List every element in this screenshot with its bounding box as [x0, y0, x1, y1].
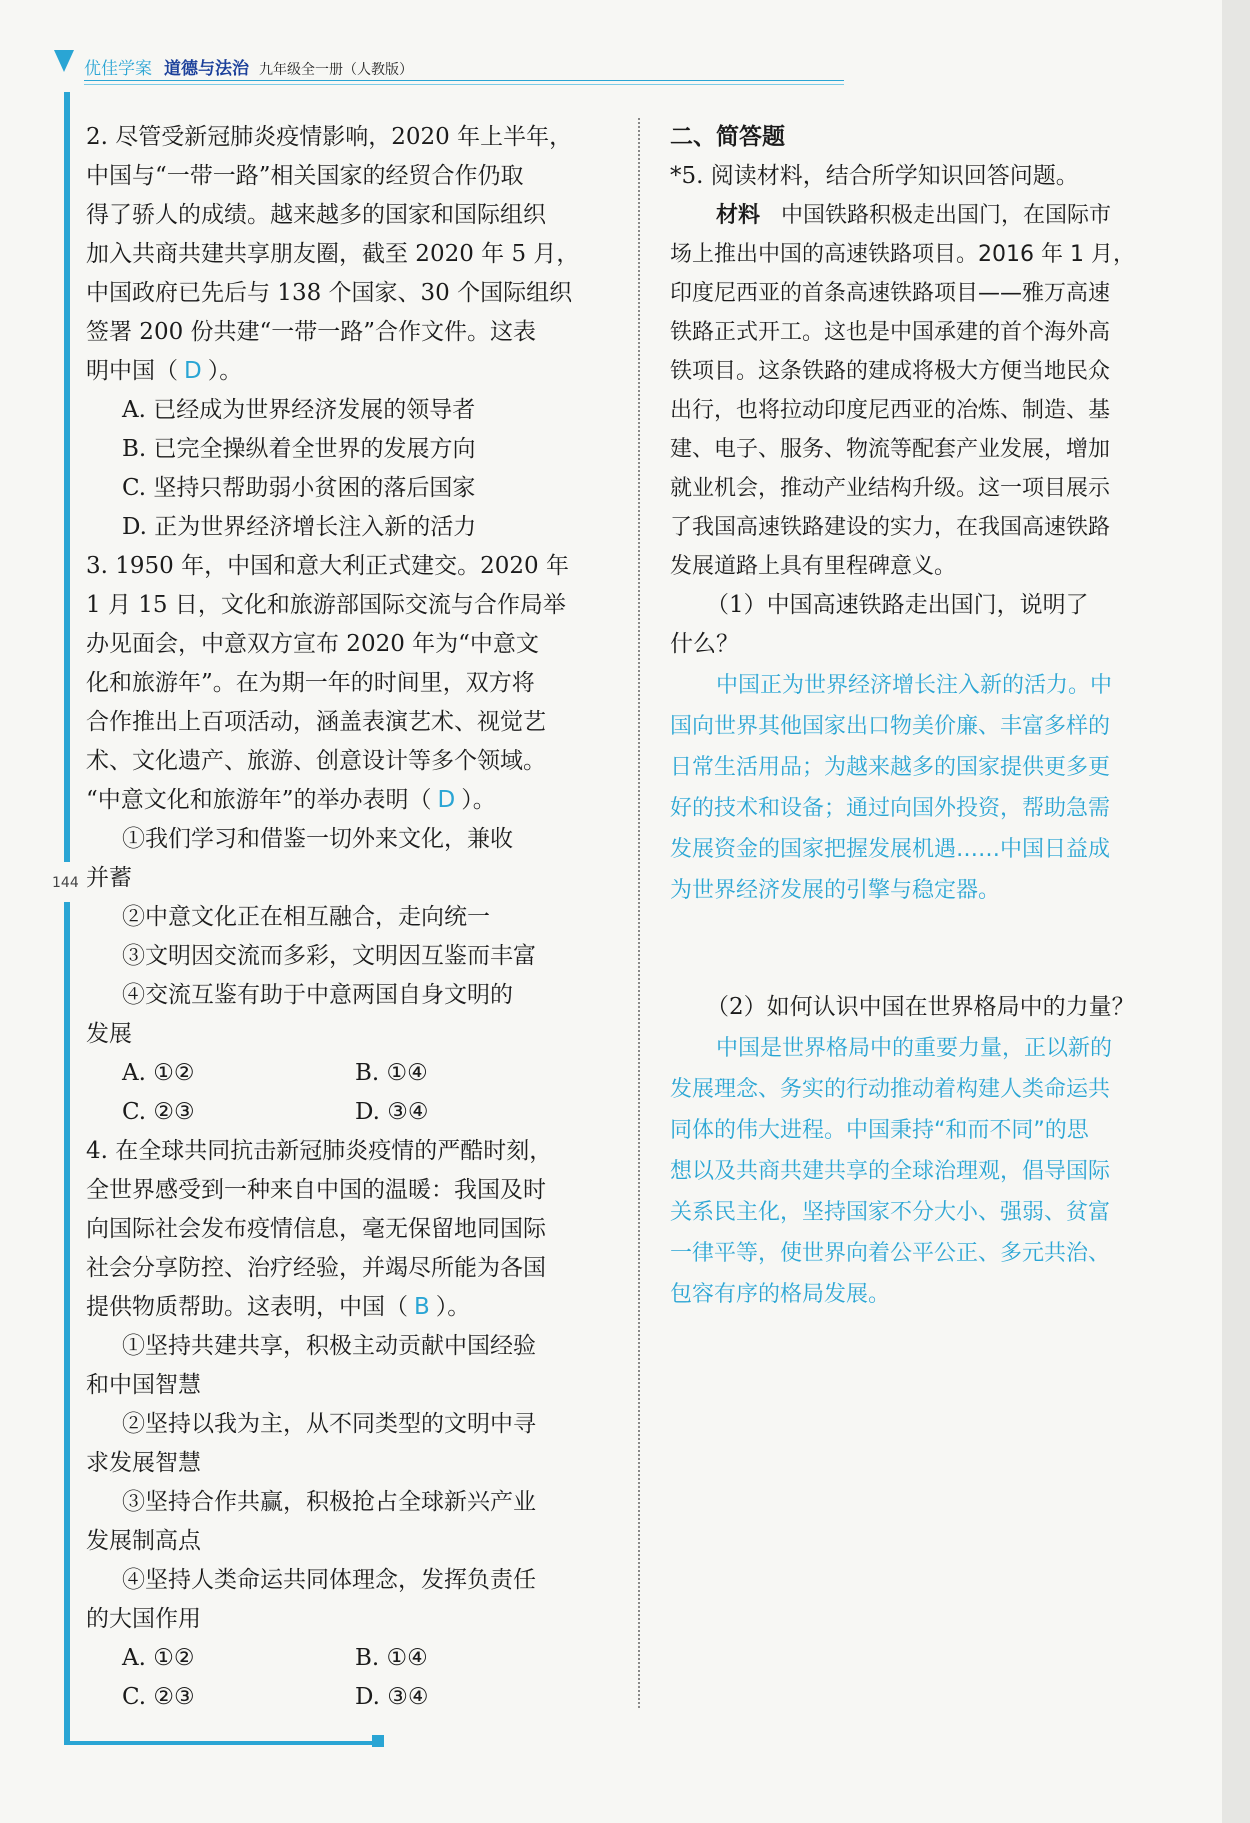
- q3-item-4: ④交流互鉴有助于中意两国自身文明的: [122, 982, 513, 1008]
- material-line: 了我国高速铁路建设的实力，在我国高速铁路: [670, 515, 1111, 540]
- q2-stem-end: [86, 352, 616, 391]
- q3-item-3: ③文明因交流而多彩，文明因互鉴而丰富: [122, 943, 536, 969]
- q3-options-row-2: [86, 1093, 616, 1132]
- left-margin-bar-bottom: [64, 902, 70, 1742]
- material-line: [670, 196, 1200, 235]
- answer-1-line: 中国正为世界经济增长注入新的活力。中: [716, 673, 1113, 698]
- q4-stem-line: 全世界感受到一种来自中国的温暖：我国及时: [86, 1177, 546, 1203]
- q4-options-row-2: [86, 1678, 616, 1717]
- q3-option-b: B. ①④: [355, 1060, 428, 1086]
- column-divider: [638, 118, 640, 1708]
- q2-stem-line: 中国政府已先后与 138 个国家、30 个国际组织: [86, 280, 573, 306]
- q4-item-1-cont: 和中国智慧: [86, 1372, 201, 1398]
- sub-question-1-cont: 什么？: [670, 631, 739, 657]
- answer-1-line: 日常生活用品；为越来越多的国家提供更多更: [670, 755, 1111, 780]
- q2-stem-prefix: 明中国（: [86, 358, 178, 384]
- answer-1-line: 好的技术和设备；通过向国外投资，帮助急需: [670, 796, 1111, 821]
- q5-stem: *5. 阅读材料，结合所学知识回答问题。: [670, 163, 1079, 189]
- answer-1: [670, 666, 1200, 910]
- material-line: 出行，也将拉动印度尼西亚的冶炼、制造、基: [670, 398, 1111, 423]
- answer-2-line: 包容有序的格局发展。: [670, 1282, 891, 1307]
- q3-item-1-cont: 并蓄: [86, 865, 132, 891]
- q2-answer: D: [184, 358, 202, 384]
- q4-stem-end: [86, 1288, 616, 1327]
- answer-2-line: 一律平等，使世界向着公平公正、多元共治、: [670, 1241, 1111, 1266]
- bottom-square-icon: [372, 1735, 384, 1747]
- page-header: [62, 50, 842, 86]
- material-line: 印度尼西亚的首条高速铁路项目——雅万高速: [670, 281, 1111, 306]
- q4-option-a: A. ①②: [122, 1645, 195, 1671]
- q4-option-b: B. ①④: [355, 1645, 428, 1671]
- material-line: 就业机会，推动产业结构升级。这一项目展示: [670, 476, 1111, 501]
- q4-stem-line: 社会分享防控、治疗经验，并竭尽所能为各国: [86, 1255, 546, 1281]
- answer-1-line: 为世界经济发展的引擎与稳定器。: [670, 878, 1001, 903]
- answer-2: [670, 1029, 1200, 1314]
- q3-stem-end: [86, 781, 616, 820]
- q3-stem-line: 术、文化遗产、旅游、创意设计等多个领域。: [86, 748, 546, 774]
- material-line: 铁项目。这条铁路的建成将极大方便当地民众: [670, 359, 1111, 384]
- q3-option-c: C. ②③: [122, 1099, 195, 1125]
- q4-options-row-1: [86, 1639, 616, 1678]
- q2-option-d: D. 正为世界经济增长注入新的活力: [122, 514, 477, 540]
- header-rule: [84, 80, 844, 81]
- sub-question-1: （1）中国高速铁路走出国门，说明了: [706, 592, 1089, 618]
- question-4: [86, 1132, 616, 1717]
- header-subject: 道德与法治: [164, 59, 249, 79]
- q4-stem-line: 向国际社会发布疫情信息，毫无保留地同国际: [86, 1216, 546, 1242]
- q3-stem-prefix: “中意文化和旅游年”的举办表明（: [86, 787, 432, 813]
- material-label: 材料: [716, 203, 761, 228]
- section-title: 二、简答题: [670, 124, 785, 150]
- q4-stem-suffix: ）。: [435, 1294, 471, 1320]
- left-column: [86, 118, 616, 1717]
- q4-item-4-cont: 的大国作用: [86, 1606, 201, 1632]
- sub-question-2: （2）如何认识中国在世界格局中的力量？: [706, 994, 1135, 1020]
- q4-item-4: ④坚持人类命运共同体理念，发挥负责任: [122, 1567, 536, 1593]
- q2-option-b: B. 已完全操纵着全世界的发展方向: [122, 436, 476, 462]
- header-title: [84, 54, 413, 79]
- answer-2-line: 中国是世界格局中的重要力量，正以新的: [716, 1036, 1113, 1061]
- material-text: 中国铁路积极走出国门，在国际市: [781, 203, 1112, 228]
- answer-1-line: 国向世界其他国家出口物美价廉、丰富多样的: [670, 714, 1111, 739]
- answer-2-line: 想以及共商共建共享的全球治理观，倡导国际: [670, 1159, 1111, 1184]
- question-2: [86, 118, 616, 547]
- material-line: 发展道路上具有里程碑意义。: [670, 554, 957, 579]
- q2-option-a: A. 已经成为世界经济发展的领导者: [122, 397, 476, 423]
- material-line: 铁路正式开工。这也是中国承建的首个海外高: [670, 320, 1111, 345]
- q4-stem-prefix: 提供物质帮助。这表明，中国（: [86, 1294, 408, 1320]
- q3-item-1: ①我们学习和借鉴一切外来文化，兼收: [122, 826, 513, 852]
- header-triangle-icon: [54, 50, 74, 72]
- answer-2-line: 关系民主化，坚持国家不分大小、强弱、贫富: [670, 1200, 1111, 1225]
- page-number: 144: [52, 875, 79, 891]
- q4-option-d: D. ③④: [355, 1684, 429, 1710]
- q3-options-row-1: [86, 1054, 616, 1093]
- material-line: 建、电子、服务、物流等配套产业发展，增加: [670, 437, 1111, 462]
- answer-1-line: 发展资金的国家把握发展机遇……中国日益成: [670, 837, 1111, 862]
- q3-stem-line: 办见面会，中意双方宣布 2020 年为“中意文: [86, 631, 539, 657]
- q4-option-c: C. ②③: [122, 1684, 195, 1710]
- q4-item-2-cont: 求发展智慧: [86, 1450, 201, 1476]
- left-margin-bar-top: [64, 92, 70, 862]
- page-edge: [1222, 0, 1250, 1823]
- q4-item-3: ③坚持合作共赢，积极抢占全球新兴产业: [122, 1489, 536, 1515]
- q2-stem-line: 中国与“一带一路”相关国家的经贸合作仍取: [86, 163, 524, 189]
- q3-option-a: A. ①②: [122, 1060, 195, 1086]
- material-line: 场上推出中国的高速铁路项目。2016 年 1 月，: [670, 242, 1135, 267]
- q3-item-4-cont: 发展: [86, 1021, 132, 1047]
- q3-stem-line: 1 月 15 日，文化和旅游部国际交流与合作局举: [86, 592, 566, 618]
- answer-2-line: 同体的伟大进程。中国秉持“和而不同”的思: [670, 1118, 1089, 1143]
- q4-item-3-cont: 发展制高点: [86, 1528, 201, 1554]
- header-rule-thin: [84, 84, 844, 85]
- q2-stem-line: 签署 200 份共建“一带一路”合作文件。这表: [86, 319, 537, 345]
- q3-stem-line: 合作推出上百项活动，涵盖表演艺术、视觉艺: [86, 709, 546, 735]
- q2-stem-line: 2. 尽管受新冠肺炎疫情影响，2020 年上半年，: [86, 124, 573, 150]
- q3-stem-line: 化和旅游年”。在为期一年的时间里，双方将: [86, 670, 535, 696]
- question-3: [86, 547, 616, 1132]
- q3-item-2: ②中意文化正在相互融合，走向统一: [122, 904, 490, 930]
- answer-2-line: 发展理念、务实的行动推动着构建人类命运共: [670, 1077, 1111, 1102]
- right-column: [670, 118, 1200, 1314]
- q3-answer: D: [437, 787, 456, 813]
- q2-option-c: C. 坚持只帮助弱小贫困的落后国家: [122, 475, 476, 501]
- q3-option-d: D. ③④: [355, 1099, 429, 1125]
- q4-stem-line: 4. 在全球共同抗击新冠肺炎疫情的严酷时刻，: [86, 1138, 553, 1164]
- q2-stem-line: 得了骄人的成绩。越来越多的国家和国际组织: [86, 202, 546, 228]
- q3-stem-suffix: ）。: [461, 787, 496, 813]
- q4-answer: B: [414, 1294, 430, 1320]
- q4-item-1: ①坚持共建共享，积极主动贡献中国经验: [122, 1333, 536, 1359]
- header-grade: 九年级全一册（人教版）: [259, 62, 413, 78]
- q3-stem-line: 3. 1950 年，中国和意大利正式建交。2020 年: [86, 553, 569, 579]
- q4-item-2: ②坚持以我为主，从不同类型的文明中寻: [122, 1411, 536, 1437]
- q2-stem-suffix: ）。: [207, 358, 243, 384]
- bottom-rule: [64, 1741, 384, 1745]
- header-brand: 优佳学案: [84, 59, 152, 79]
- q2-stem-line: 加入共商共建共享朋友圈，截至 2020 年 5 月，: [86, 241, 580, 267]
